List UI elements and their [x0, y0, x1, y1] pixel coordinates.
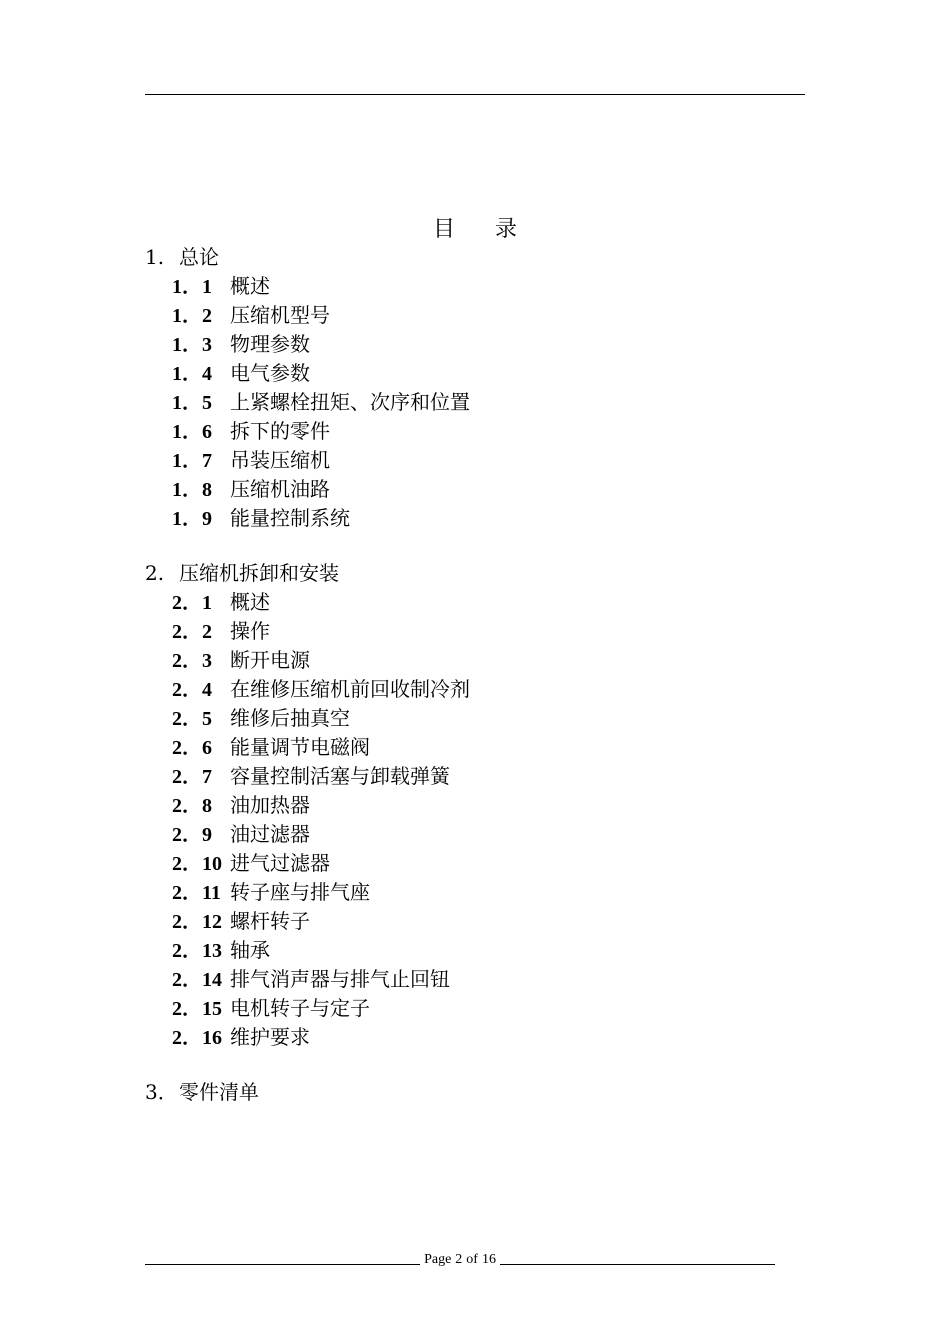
- toc-entry-number: 2．5: [172, 708, 212, 730]
- toc-entry-number: 2．4: [172, 679, 212, 701]
- toc-section: [145, 559, 805, 1052]
- footer-current-page: 2: [455, 1252, 463, 1267]
- toc-entry[interactable]: [145, 475, 805, 504]
- toc-section-number: 3．: [145, 1080, 178, 1104]
- table-of-contents: [145, 243, 805, 1107]
- toc-entry-label: 断开电源: [230, 648, 310, 672]
- toc-entry-number: 1．4: [172, 363, 212, 385]
- toc-entry-number: 1．8: [172, 479, 212, 501]
- page-number: [420, 1252, 500, 1268]
- toc-entry-label: 排气消声器与排气止回钮: [230, 967, 450, 991]
- toc-entry[interactable]: [145, 359, 805, 388]
- page-title: [0, 212, 950, 243]
- toc-entry[interactable]: [145, 1023, 805, 1052]
- footer-of-word: of: [466, 1252, 478, 1267]
- toc-section-label: 压缩机拆卸和安装: [179, 561, 339, 585]
- toc-entry[interactable]: [145, 936, 805, 965]
- toc-entry-label: 进气过滤器: [230, 851, 330, 875]
- footer-page-word: Page: [424, 1252, 452, 1267]
- toc-entry-label: 上紧螺栓扭矩、次序和位置: [230, 390, 470, 414]
- toc-entry[interactable]: [145, 301, 805, 330]
- toc-entry-number: 2．1: [172, 592, 212, 614]
- toc-entry-number: 1．7: [172, 450, 212, 472]
- toc-entry[interactable]: [145, 330, 805, 359]
- toc-entry[interactable]: [145, 994, 805, 1023]
- header-rule: [145, 94, 805, 95]
- toc-entry-number: 2．2: [172, 621, 212, 643]
- toc-entry[interactable]: [145, 820, 805, 849]
- page-title-char-2: 录: [495, 217, 558, 242]
- toc-section-number: 2.: [145, 561, 165, 585]
- toc-entry-label: 油加热器: [230, 793, 310, 817]
- toc-entry-label: 拆下的零件: [230, 419, 330, 443]
- toc-entry-label: 螺杆转子: [230, 909, 310, 933]
- toc-entry-label: 维护要求: [230, 1025, 310, 1049]
- toc-entry-number: 1．5: [172, 392, 212, 414]
- toc-entry-label: 油过滤器: [230, 822, 310, 846]
- toc-section: [145, 1078, 805, 1107]
- toc-section-label: 零件清单: [179, 1080, 259, 1104]
- toc-entry-label: 吊装压缩机: [230, 448, 330, 472]
- toc-entry-number: 1．1: [172, 276, 212, 298]
- toc-entry-label: 压缩机型号: [230, 303, 330, 327]
- toc-entry[interactable]: [145, 588, 805, 617]
- toc-entry-number: 1．9: [172, 508, 212, 530]
- toc-section-label: 总论: [179, 245, 219, 269]
- page-title-char-1: 目: [432, 217, 495, 242]
- toc-entry[interactable]: [145, 704, 805, 733]
- toc-entry[interactable]: [145, 646, 805, 675]
- toc-entry[interactable]: [145, 388, 805, 417]
- toc-section-number: 1.: [145, 245, 165, 269]
- toc-entry[interactable]: [145, 965, 805, 994]
- toc-entry-number: 2．7: [172, 766, 212, 788]
- toc-entry[interactable]: [145, 617, 805, 646]
- toc-entry[interactable]: [145, 272, 805, 301]
- toc-entry[interactable]: [145, 849, 805, 878]
- toc-entry-number: 2．13: [172, 940, 222, 962]
- toc-entry-label: 物理参数: [230, 332, 310, 356]
- toc-entry-number: 1．2: [172, 305, 212, 327]
- toc-entry-number: 2．12: [172, 911, 222, 933]
- footer-rule-right: [500, 1264, 775, 1265]
- page-footer: [145, 1248, 775, 1268]
- toc-entry-label: 概述: [230, 590, 270, 614]
- toc-entry-number: 2．11: [172, 882, 221, 904]
- toc-entry-number: 2．15: [172, 998, 222, 1020]
- footer-total-pages: 16: [481, 1252, 496, 1267]
- toc-entry[interactable]: [145, 733, 805, 762]
- toc-entry-number: 2．10: [172, 853, 222, 875]
- toc-entry[interactable]: [145, 504, 805, 533]
- toc-entry[interactable]: [145, 417, 805, 446]
- toc-entry-label: 概述: [230, 274, 270, 298]
- toc-entry[interactable]: [145, 675, 805, 704]
- toc-section-title[interactable]: [145, 243, 805, 272]
- toc-entry-number: 1．6: [172, 421, 212, 443]
- toc-section-title[interactable]: [145, 1078, 805, 1107]
- toc-entry[interactable]: [145, 878, 805, 907]
- toc-section: [145, 243, 805, 533]
- toc-entry-label: 能量控制系统: [230, 506, 350, 530]
- toc-section-title[interactable]: [145, 559, 805, 588]
- toc-entry-label: 转子座与排气座: [230, 880, 370, 904]
- toc-entry-label: 轴承: [230, 938, 270, 962]
- toc-entry[interactable]: [145, 446, 805, 475]
- toc-entry-number: 2．8: [172, 795, 212, 817]
- toc-entry-number: 2．3: [172, 650, 212, 672]
- toc-entry-label: 电机转子与定子: [230, 996, 370, 1020]
- toc-entry-label: 操作: [230, 619, 270, 643]
- footer-rule-left: [145, 1264, 420, 1265]
- toc-entry-number: 1．3: [172, 334, 212, 356]
- toc-entry[interactable]: [145, 762, 805, 791]
- toc-entry-label: 在维修压缩机前回收制冷剂: [230, 677, 470, 701]
- toc-entry-label: 电气参数: [230, 361, 310, 385]
- toc-entry-label: 能量调节电磁阀: [230, 735, 370, 759]
- toc-entry-number: 2．14: [172, 969, 222, 991]
- toc-entry[interactable]: [145, 791, 805, 820]
- toc-entry-label: 压缩机油路: [230, 477, 330, 501]
- toc-entry-label: 维修后抽真空: [230, 706, 350, 730]
- toc-entry-number: 2．9: [172, 824, 212, 846]
- toc-entry-number: 2．6: [172, 737, 212, 759]
- toc-entry-number: 2．16: [172, 1027, 222, 1049]
- toc-entry-label: 容量控制活塞与卸载弹簧: [230, 764, 450, 788]
- toc-entry[interactable]: [145, 907, 805, 936]
